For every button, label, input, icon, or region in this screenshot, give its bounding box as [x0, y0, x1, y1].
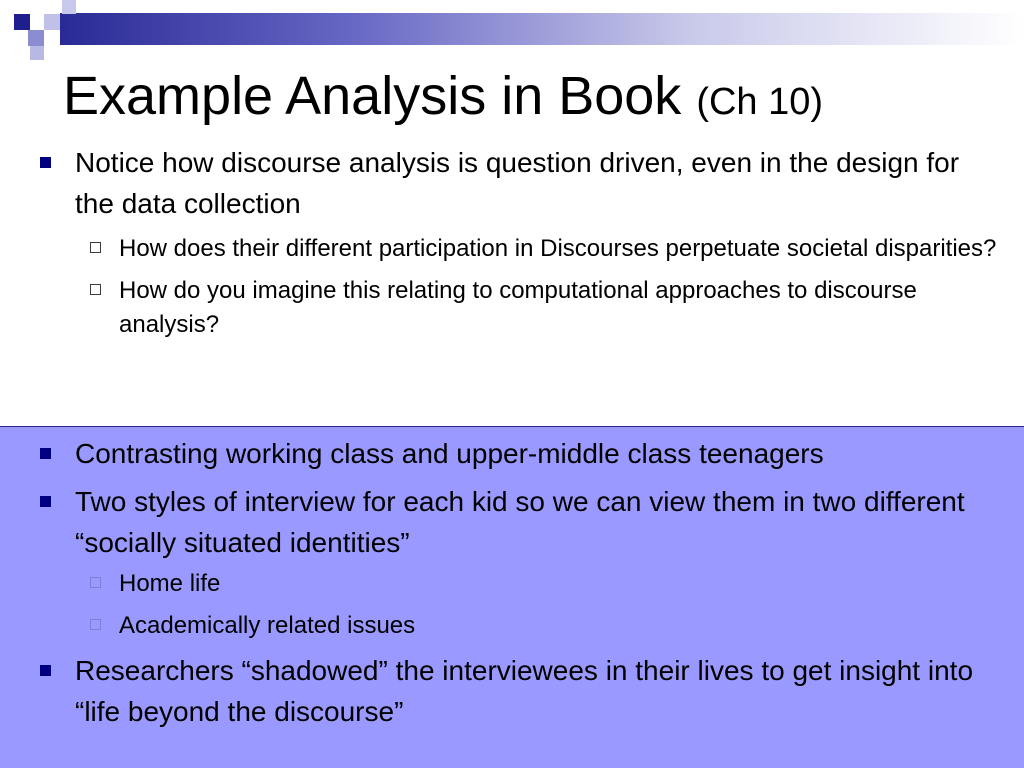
sub-bullet-text: Academically related issues — [119, 612, 416, 639]
decorative-square-light — [62, 0, 76, 14]
decorative-square-mid — [28, 30, 44, 46]
square-bullet-icon — [40, 665, 51, 676]
sub-bullet-text: How does their different participation in Discourses perpetuate societal disparities? — [119, 235, 997, 262]
top-bullet-list — [0, 142, 1024, 342]
slide-title-text: Example Analysis in Book — [63, 66, 682, 126]
sub-bullet-item — [0, 567, 1024, 601]
box-bullet-list — [0, 433, 1024, 732]
bullet-text: Two styles of interview for each kid so we can view them in two different “socially situated identities” — [75, 486, 965, 558]
slide-title-suffix: (Ch 10) — [696, 81, 824, 123]
hollow-square-bullet-icon — [90, 619, 101, 630]
sub-bullet-text: Home life — [119, 570, 221, 597]
sub-bullet-text: How do you imagine this relating to computational approaches to discourse analysis? — [119, 277, 917, 338]
decorative-square-light — [30, 46, 44, 60]
square-bullet-icon — [40, 448, 51, 459]
sub-bullet-item — [0, 609, 1024, 643]
hollow-square-bullet-icon — [90, 577, 101, 588]
decorative-square-dark — [14, 14, 30, 30]
bullet-item — [0, 481, 1024, 563]
square-bullet-icon — [40, 157, 51, 168]
bullet-text: Researchers “shadowed” the interviewees in their lives to get insight into “life beyond the discourse” — [75, 655, 974, 727]
bullet-text: Notice how discourse analysis is question driven, even in the design for the data collection — [75, 147, 960, 219]
highlight-box — [0, 426, 1024, 768]
sub-bullet-item — [0, 274, 1024, 342]
slide-title — [63, 60, 1013, 138]
sub-bullet-item — [0, 232, 1024, 266]
decorative-square-light — [44, 14, 60, 30]
hollow-square-bullet-icon — [90, 242, 101, 253]
square-bullet-icon — [40, 496, 51, 507]
bullet-text: Contrasting working class and upper-middle class teenagers — [75, 438, 824, 469]
decorative-header-bar — [60, 13, 1024, 45]
bullet-item — [0, 142, 1024, 224]
hollow-square-bullet-icon — [90, 284, 101, 295]
bullet-item — [0, 650, 1024, 732]
bullet-item — [0, 433, 1024, 474]
